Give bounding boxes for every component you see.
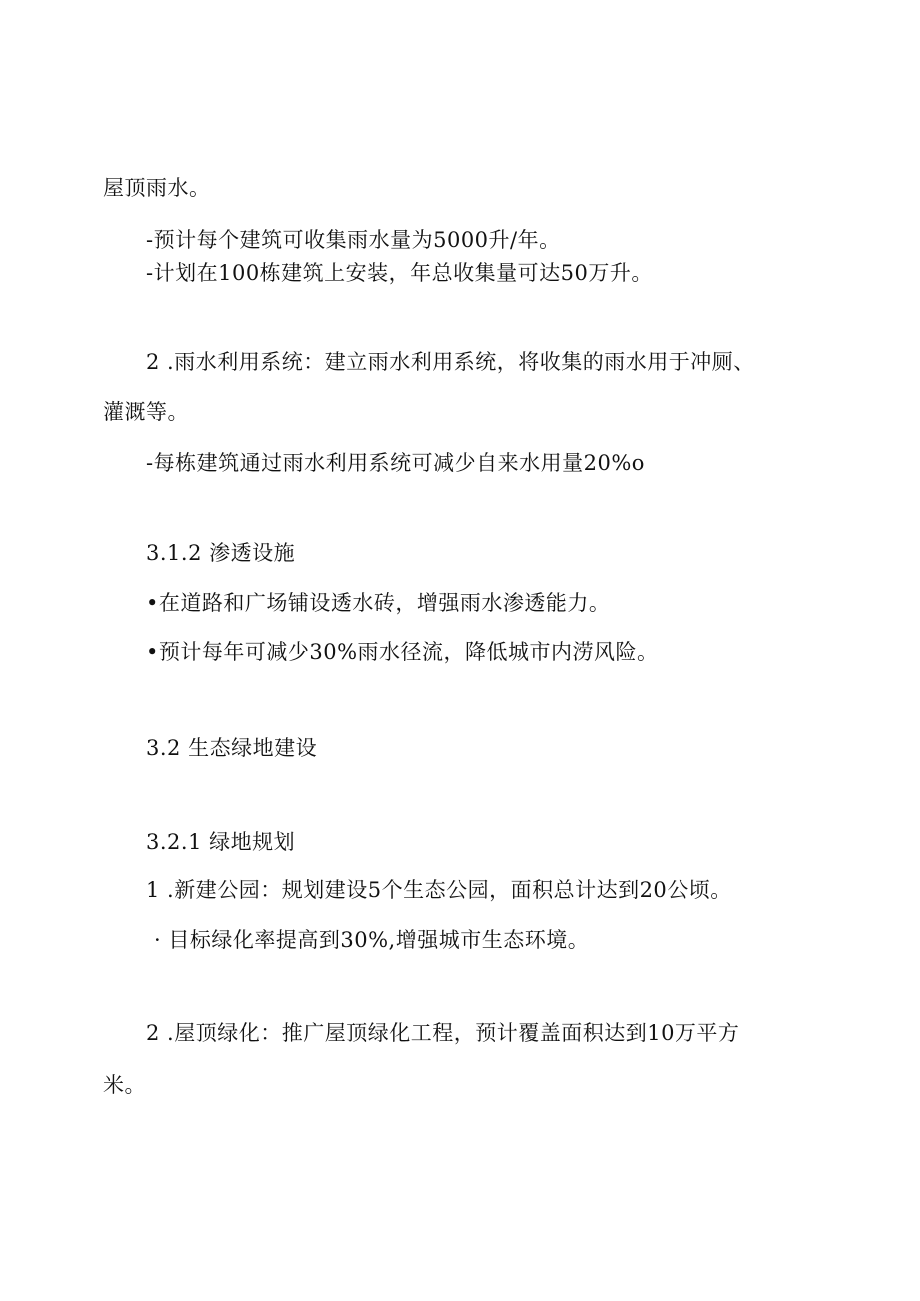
paragraph-continuation-rooftop-rainwater: 屋顶雨水。: [103, 176, 211, 200]
numbered-item-rooftop-greening-continued: 米。: [103, 1073, 146, 1097]
bullet-item-greening-rate: · 目标绿化率提高到30%,增强城市生态环境。: [154, 928, 590, 952]
bullet-item-runoff-reduction: •预计每年可减少30%雨水径流，降低城市内涝风险。: [146, 640, 659, 664]
numbered-item-rainwater-utilization-continued: 灌溉等。: [103, 400, 189, 424]
list-item-installation-plan: -计划在100栋建筑上安装，年总收集量可达50万升。: [146, 261, 653, 285]
numbered-item-rainwater-utilization: 2 .雨水利用系统：建立雨水利用系统，将收集的雨水用于冲厕、: [146, 350, 755, 374]
list-item-tap-water-reduction: -每栋建筑通过雨水利用系统可减少自来水用量20%o: [146, 451, 645, 475]
bullet-item-permeable-bricks: •在道路和广场铺设透水砖，增强雨水渗透能力。: [146, 591, 611, 615]
section-heading-3-2-1: 3.2.1 绿地规划: [146, 830, 296, 854]
section-heading-3-2: 3.2 生态绿地建设: [146, 736, 318, 760]
section-heading-3-1-2: 3.1.2 渗透设施: [146, 541, 296, 565]
list-item-collection-per-building: -预计每个建筑可收集雨水量为5000升/年。: [146, 228, 561, 252]
numbered-item-rooftop-greening: 2 .屋顶绿化：推广屋顶绿化工程，预计覆盖面积达到10万平方: [146, 1021, 740, 1045]
numbered-item-new-parks: 1 .新建公园：规划建设5个生态公园，面积总计达到20公顷。: [146, 878, 732, 902]
